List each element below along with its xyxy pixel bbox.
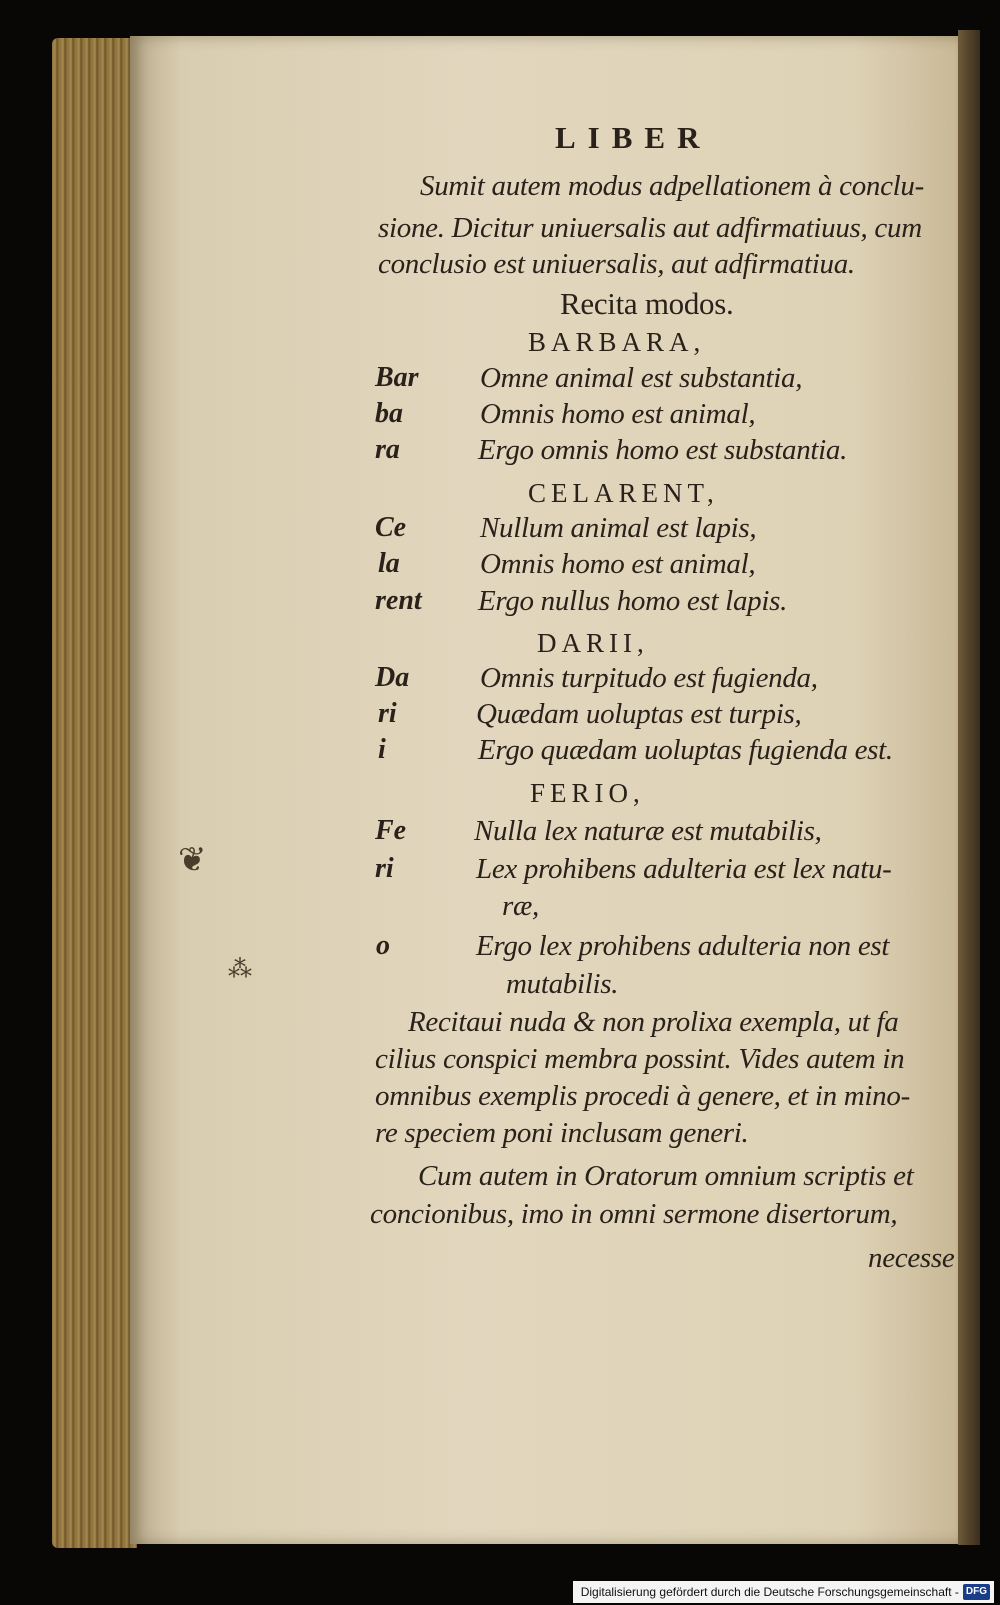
syllogism-line: Ergo omnis homo est substantia. [478,434,848,466]
syllogism-line-continuation: mutabilis. [506,968,619,1000]
syllogism-line: Ergo quædam uoluptas fugienda est. [478,734,893,766]
running-header: LIBER [555,120,712,155]
closing-line-2: cilius conspici membra possint. Vides autem in [375,1043,905,1075]
syllogism-line: Nulla lex naturæ est mutabilis, [474,815,822,847]
syllogism-line: Ergo nullus homo est lapis. [478,585,788,617]
syllogism-line: Omnis turpitudo est fugienda, [480,662,818,694]
mode-syllable: ra [375,434,400,465]
mode-syllable: ri [375,853,394,884]
mode-syllable: o [376,930,390,961]
mode-syllable: la [378,548,400,579]
section-heading: Recita modos. [560,286,734,321]
intro-line-3: conclusio est uniuersalis, aut adfirmatiua. [378,248,855,280]
syllogism-line: Omne animal est substantia, [480,362,803,394]
syllogism-line: Omnis homo est animal, [480,548,756,580]
syllogism-line: Ergo lex prohibens adulteria non est [476,930,890,962]
mode-syllable: Ce [375,512,407,543]
mode-name-barbara: BARBARA, [528,327,706,357]
closing-line-3: omnibus exemplis procedi à genere, et in mino- [375,1080,910,1112]
mode-syllable: Da [375,662,410,693]
intro-line-1: Sumit autem modus adpellationem à conclu- [420,170,924,202]
syllogism-line: Omnis homo est animal, [480,398,756,430]
mode-syllable: ri [378,698,397,729]
mode-name-ferio: FERIO, [530,778,645,808]
closing-line-6: concionibus, imo in omni sermone disertorum, [370,1198,898,1230]
syllogism-line-continuation: ræ, [502,890,539,922]
ink-stain-icon: ❦ [178,842,207,879]
mode-syllable: Bar [375,362,419,393]
closing-line-5: Cum autem in Oratorum omnium scriptis et [418,1160,914,1192]
closing-line-4: re speciem poni inclusam generi. [375,1117,749,1149]
mode-syllable: rent [375,585,422,616]
syllogism-line: Quædam uoluptas est turpis, [476,698,802,730]
catchword: necesse [868,1242,955,1274]
mode-name-darii: DARII, [537,628,649,658]
syllogism-line: Nullum animal est lapis, [480,512,757,544]
ink-stain-icon: ⁂ [228,957,252,983]
dfg-logo: DFG [963,1584,990,1600]
book-page-edges [52,38,137,1548]
mode-syllable: Fe [375,815,407,846]
footer-text: Digitalisierung gefördert durch die Deutsche Forschungsgemeinschaft - [580,1585,959,1599]
closing-line-1: Recitaui nuda & non prolixa exempla, ut fa [408,1006,899,1038]
digitization-footer [573,1581,994,1603]
book-gutter-shadow [958,30,980,1545]
syllogism-line: Lex prohibens adulteria est lex natu- [476,853,892,885]
mode-syllable: ba [375,398,403,429]
mode-name-celarent: CELARENT, [528,478,719,508]
intro-line-2: sione. Dicitur uniuersalis aut adfirmatiuus, cum [378,212,922,244]
mode-syllable: i [378,734,386,765]
